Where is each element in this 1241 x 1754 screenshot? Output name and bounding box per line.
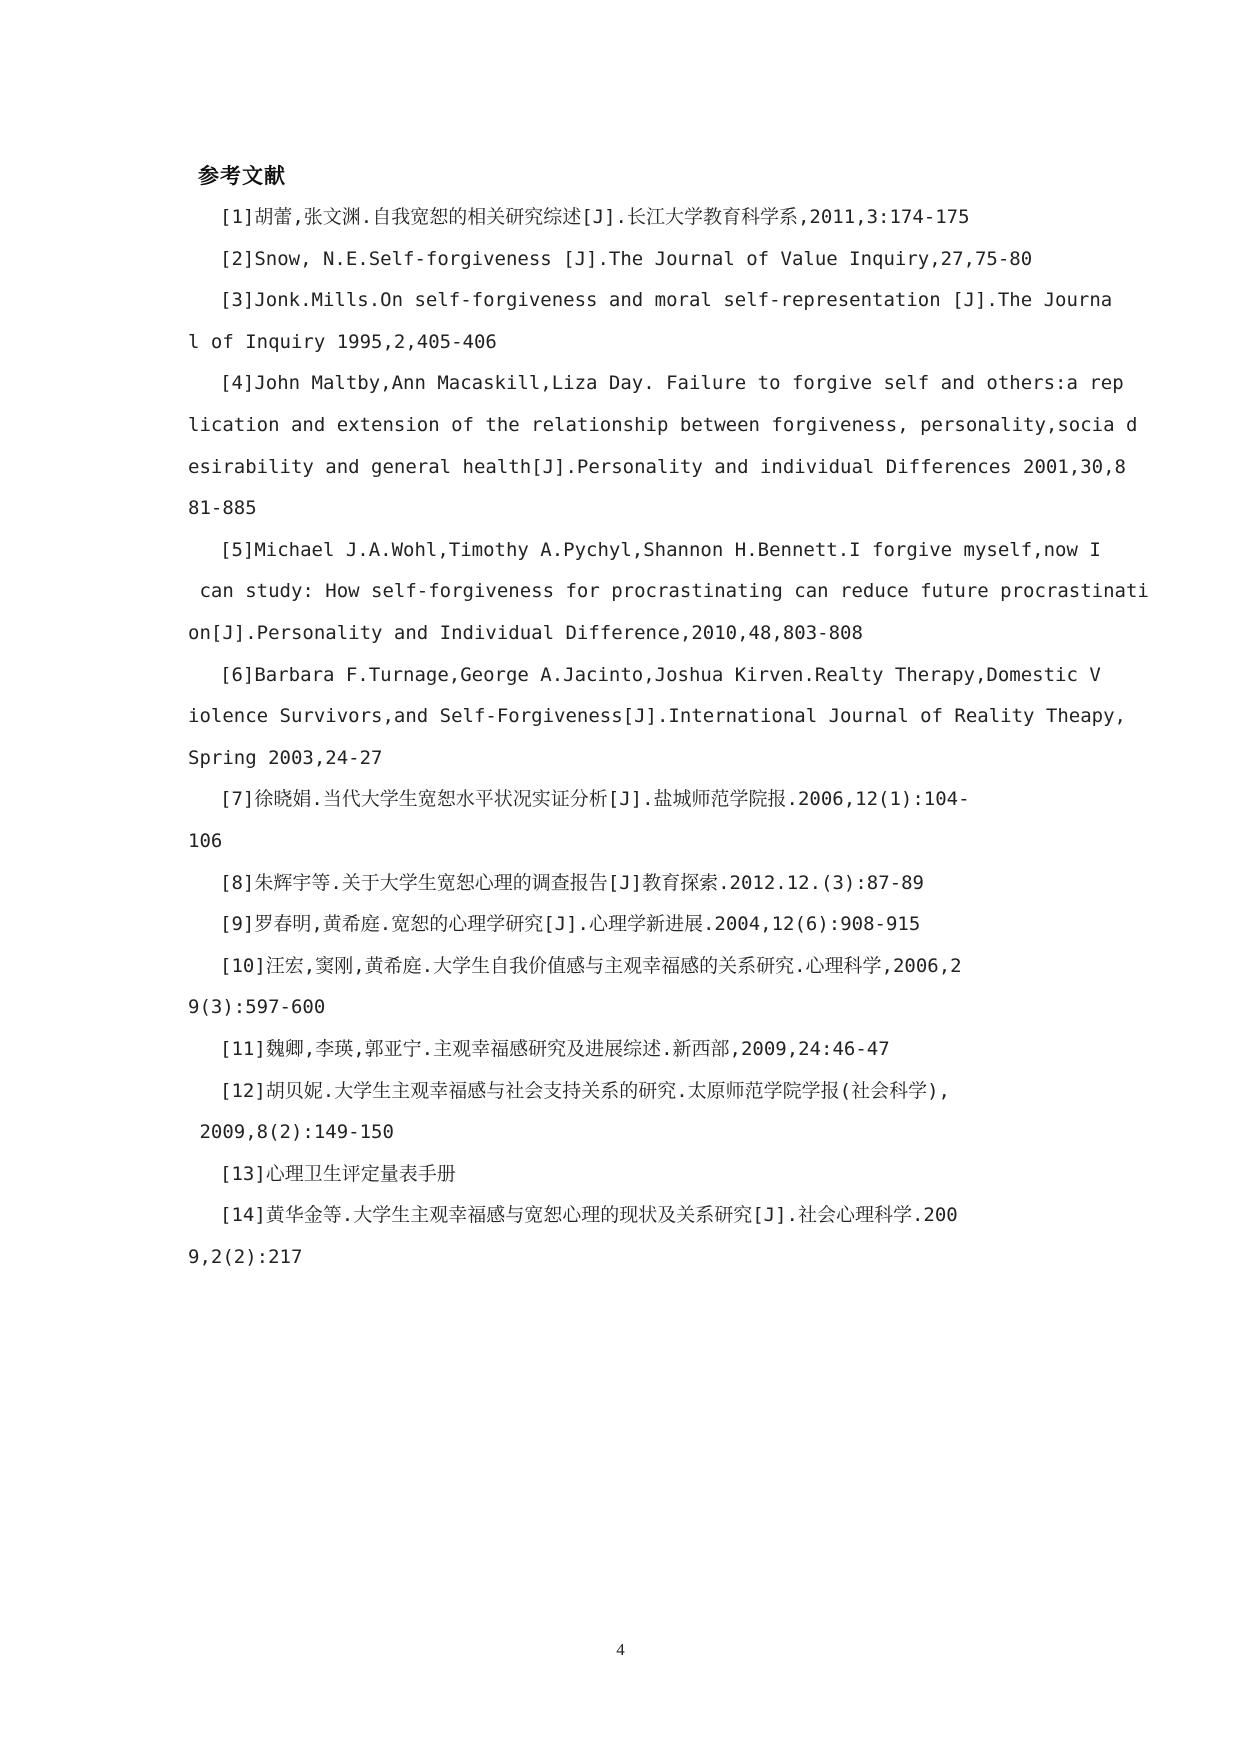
reference-continuation: esirability and general health[J].Personality and individual Differences 2001,30,8	[188, 455, 1126, 478]
reference-entry: [4]John Maltby,Ann Macaskill,Liza Day. Failure to forgive self and others:a rep	[220, 372, 1124, 395]
reference-continuation: on[J].Personality and Individual Difference,2010,48,803-808	[188, 622, 863, 644]
reference-entry: [5]Michael J.A.Wohl,Timothy A.Pychyl,Shannon H.Bennett.I forgive myself,now I	[220, 538, 1101, 561]
reference-entry: [8]朱辉宇等.关于大学生宽恕心理的调查报告[J]教育探索.2012.12.(3):87-89	[220, 871, 924, 894]
reference-continuation: 81-885	[188, 497, 257, 520]
reference-entry: [14]黄华金等.大学生主观幸福感与宽恕心理的现状及关系研究[J].社会心理科学.200	[220, 1204, 958, 1227]
reference-entry: [1]胡蕾,张文渊.自我宽恕的相关研究综述[J].长江大学教育科学系,2011,3:174-175	[220, 206, 970, 228]
reference-entry: [11]魏卿,李瑛,郭亚宁.主观幸福感研究及进展综述.新西部,2009,24:46-47	[220, 1038, 890, 1060]
reference-entry: [3]Jonk.Mills.On self-forgiveness and moral self-representation [J].The Journa	[220, 289, 1113, 312]
reference-continuation: can study: How self-forgiveness for procrastinating can reduce future procrastinati	[188, 580, 1149, 603]
reference-continuation: 106	[188, 830, 223, 852]
reference-continuation: l of Inquiry 1995,2,405-406	[188, 330, 497, 353]
reference-continuation: 9,2(2):217	[188, 1246, 303, 1268]
reference-entry: [13]心理卫生评定量表手册	[220, 1162, 456, 1185]
reference-entry: [12]胡贝妮.大学生主观幸福感与社会支持关系的研究.太原师范学院学报(社会科学),	[220, 1079, 950, 1102]
reference-entry: [2]Snow, N.E.Self-forgiveness [J].The Journal of Value Inquiry,27,75-80	[220, 247, 1033, 270]
reference-continuation: iolence Survivors,and Self-Forgiveness[J].International Journal of Reality Theapy,	[188, 705, 1126, 728]
reference-continuation: Spring 2003,24-27	[188, 746, 383, 769]
references-heading: 参考文献	[198, 164, 286, 188]
reference-continuation: 2009,8(2):149-150	[188, 1121, 394, 1144]
page-number: 4	[616, 1640, 625, 1659]
reference-continuation: 9(3):597-600	[188, 996, 326, 1019]
reference-entry: [10]汪宏,窦刚,黄希庭.大学生自我价值感与主观幸福感的关系研究.心理科学,2006,2	[220, 954, 962, 977]
reference-entry: [7]徐晓娟.当代大学生宽恕水平状况实证分析[J].盐城师范学院报.2006,12(1):104-	[220, 788, 970, 811]
reference-entry: [9]罗春明,黄希庭.宽恕的心理学研究[J].心理学新进展.2004,12(6):908-915	[220, 913, 921, 936]
reference-continuation: lication and extension of the relationship between forgiveness, personality,socia d	[188, 414, 1138, 436]
reference-entry: [6]Barbara F.Turnage,George A.Jacinto,Joshua Kirven.Realty Therapy,Domestic V	[220, 663, 1101, 686]
